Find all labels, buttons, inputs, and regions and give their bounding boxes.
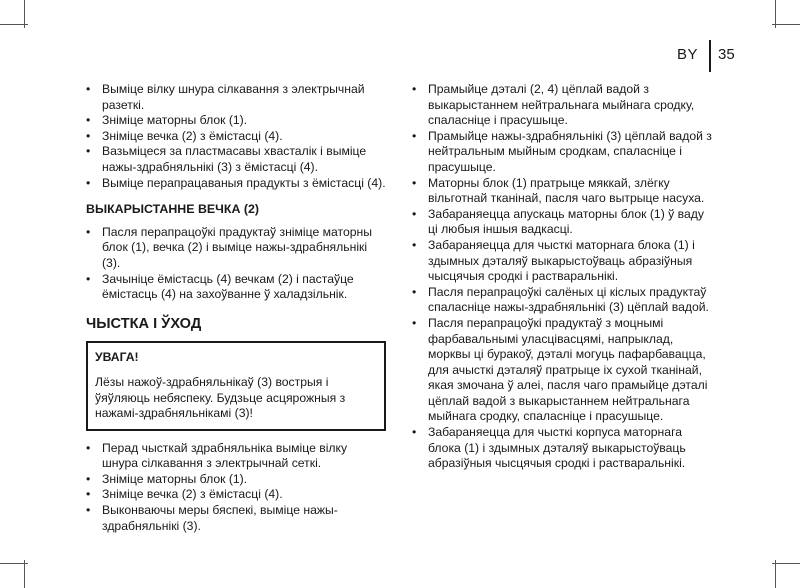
crop-mark xyxy=(24,560,25,588)
disassembly-list xyxy=(86,82,386,191)
list-item: • Маторны блок (1) пратрыце мяккай, злёгку вільготнай тканінай, пасля чаго вытрыце насуха. xyxy=(412,176,712,207)
list-item: • Забараняецца для чысткі маторнага блока (1) і здымных дэталяў выкарыстоўваць абразіўныя чысцячыя сродкі і растваральнікі. xyxy=(412,238,712,285)
list-item: • Выміце перапрацаваныя прадукты з ёмістасці (4). xyxy=(86,176,386,192)
list-item: • Перад чысткай здрабняльніка выміце вілку шнура сілкавання з электрычнай сеткі. xyxy=(86,441,386,472)
warning-title: УВАГА! xyxy=(95,350,139,365)
list-item: • Зніміце вечка (2) з ёмістасці (4). xyxy=(86,129,386,145)
list-item: • Выміце вілку шнура сілкавання з электрычнай разеткі. xyxy=(86,82,386,113)
list-item: • Забараняецца для чысткі корпуса маторнага блока (1) і здымных дэталяў выкарыстоўваць абразіўныя чысцячыя сродкі і растваральнікі. xyxy=(412,425,712,472)
list-item: • Пасля перапрацоўкі салёных ці кіслых прадуктаў спаласніце нажы-здрабняльнікі (3) цёплай вадой. xyxy=(412,285,712,316)
list-item: • Выконваючы меры бяспекі, выміце нажы-здрабняльнікі (3). xyxy=(86,503,386,534)
list-item: • Прамыйце дэталі (2, 4) цёплай вадой з выкарыстаннем нейтральнага мыйнага сродку, спаласніце і прасушыце. xyxy=(412,82,712,129)
list-item: • Пасля перапрацоўкі прадуктаў зніміце маторны блок (1), вечка (2) і выміце нажы-здрабняльнікі (3). xyxy=(86,225,386,272)
cleaning-list xyxy=(412,82,712,472)
language-code: BY xyxy=(676,46,698,63)
cleaning-prep-list xyxy=(86,441,386,535)
right-column xyxy=(412,82,712,472)
list-item: • Зніміце вечка (2) з ёмістасці (4). xyxy=(86,487,386,503)
page-number: 35 xyxy=(718,46,735,63)
list-item: • Зачыніце ёмістасць (4) вечкам (2) і пастаўце ёмістасць (4) на захоўванне ў халадзільнік. xyxy=(86,272,386,303)
crop-mark xyxy=(775,0,776,28)
header-divider xyxy=(709,40,711,72)
list-item: • Прамыйце нажы-здрабняльнікі (3) цёплай вадой з нейтральным мыйным сродкам, спаласніце і прасушыце. xyxy=(412,129,712,176)
crop-mark xyxy=(24,0,25,28)
list-item: • Вазьміцеся за пластмасавы хвасталік і выміце нажы-здрабняльнікі (3) з ёмістасці (4). xyxy=(86,144,386,175)
warning-box xyxy=(86,341,386,430)
list-item: • Зніміце маторны блок (1). xyxy=(86,113,386,129)
section-heading-care: ЧЫСТКА І ЎХОД xyxy=(86,315,202,332)
list-item: • Пасля перапрацоўкі прадуктаў з моцнымі фарбавальнымі уласцівасцямі, напрыклад, морквы ці буракоў, дэталі могуць пафарбавацца, для ачысткі дэталяў пратрыце іх сухой тканінай, якая змочана ў алеі, пасля чаго прамыйце дэталі цёплай вадой з выкарыстаннем нейтральнага мыйнага сродку, спаласніце і прасушыце. xyxy=(412,316,712,425)
warning-text: Лёзы нажоў-здрабняльнікаў (3) вострыя і ўяўляюць небяспеку. Будзьце асцярожныя з нажамі-здрабняльнікамі (3)! xyxy=(95,374,346,421)
list-item: • Зніміце маторны блок (1). xyxy=(86,472,386,488)
list-item: • Забараняецца апускаць маторны блок (1) ў ваду ці любыя іншыя вадкасці. xyxy=(412,207,712,238)
crop-mark xyxy=(772,563,800,564)
lid-usage-list xyxy=(86,225,386,303)
crop-mark xyxy=(775,560,776,588)
section-heading-lid: ВЫКАРЫСТАННЕ ВЕЧКА (2) xyxy=(86,202,259,217)
left-column xyxy=(86,82,386,534)
crop-mark xyxy=(772,24,800,25)
